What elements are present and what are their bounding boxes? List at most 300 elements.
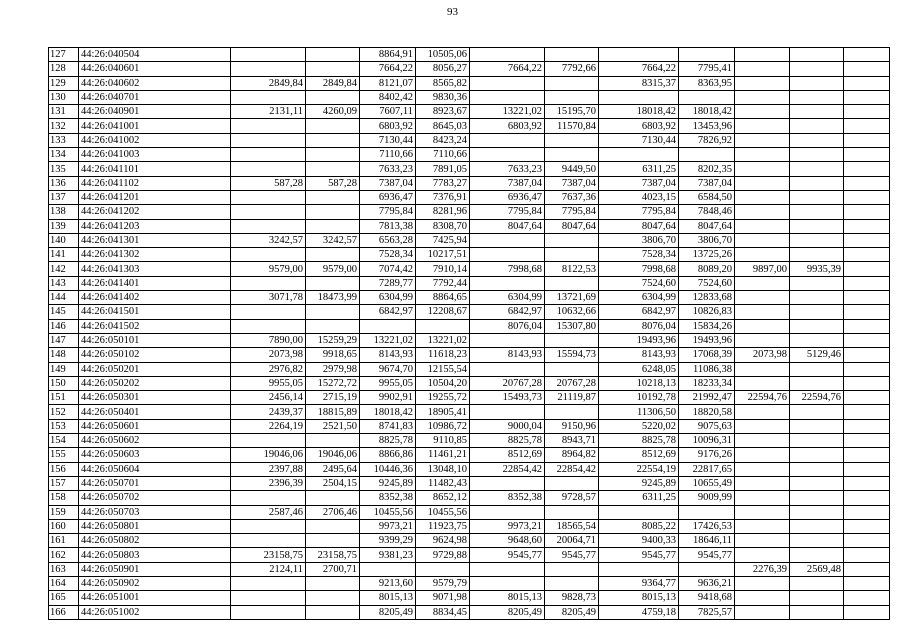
cell-no: 128 — [49, 62, 79, 76]
cell-v5 — [470, 90, 545, 104]
cell-v1 — [231, 576, 306, 590]
cell-v11 — [844, 576, 890, 590]
cell-no: 152 — [49, 405, 79, 419]
cell-v5: 6936,47 — [470, 190, 545, 204]
cell-v6: 7637,36 — [545, 190, 599, 204]
cell-v4 — [416, 319, 470, 333]
cell-v9 — [735, 405, 790, 419]
cell-v9 — [735, 576, 790, 590]
cell-v2: 18473,99 — [306, 291, 360, 305]
cell-v4: 9830,36 — [416, 90, 470, 104]
cell-v10 — [790, 276, 844, 290]
cell-no: 129 — [49, 76, 79, 90]
cell-v9 — [735, 62, 790, 76]
cell-v5: 9545,77 — [470, 548, 545, 562]
cell-cadastral: 44:26:041402 — [79, 291, 231, 305]
cell-v9 — [735, 276, 790, 290]
cell-cadastral: 44:26:050301 — [79, 391, 231, 405]
cell-v7: 9245,89 — [599, 476, 679, 490]
cell-v3: 6842,97 — [360, 305, 416, 319]
table-row — [49, 48, 890, 62]
cell-v8: 3806,70 — [679, 233, 735, 247]
cell-v4: 13221,02 — [416, 333, 470, 347]
cell-v6 — [545, 505, 599, 519]
cell-v7: 7795,84 — [599, 205, 679, 219]
cell-v1: 9955,05 — [231, 376, 306, 390]
cell-v3: 8741,83 — [360, 419, 416, 433]
cell-v2 — [306, 491, 360, 505]
cell-v2: 2521,50 — [306, 419, 360, 433]
cell-v11 — [844, 190, 890, 204]
cell-v3: 9381,23 — [360, 548, 416, 562]
cell-v5: 6842,97 — [470, 305, 545, 319]
cell-v6 — [545, 90, 599, 104]
cell-v9 — [735, 491, 790, 505]
cell-v10 — [790, 319, 844, 333]
cell-v7: 9400,33 — [599, 534, 679, 548]
cell-cadastral: 44:26:041101 — [79, 162, 231, 176]
cell-v10: 2569,48 — [790, 562, 844, 576]
cell-v3: 9245,89 — [360, 476, 416, 490]
cell-no: 144 — [49, 291, 79, 305]
cell-v3: 7607,11 — [360, 105, 416, 119]
cell-v7: 8143,93 — [599, 348, 679, 362]
cell-no: 135 — [49, 162, 79, 176]
cell-cadastral: 44:26:041003 — [79, 148, 231, 162]
cell-v10 — [790, 190, 844, 204]
cell-v3: 7110,66 — [360, 148, 416, 162]
cell-v6: 8122,53 — [545, 262, 599, 276]
cell-v8: 8089,20 — [679, 262, 735, 276]
cell-v2: 18815,89 — [306, 405, 360, 419]
cell-v8: 17426,53 — [679, 519, 735, 533]
table-row — [49, 76, 890, 90]
table-row — [49, 576, 890, 590]
cell-v1 — [231, 519, 306, 533]
cell-cadastral: 44:26:041002 — [79, 133, 231, 147]
cell-v7: 9545,77 — [599, 548, 679, 562]
cell-v5: 9648,60 — [470, 534, 545, 548]
cell-v2: 3242,57 — [306, 233, 360, 247]
cell-v10 — [790, 305, 844, 319]
cell-no: 143 — [49, 276, 79, 290]
cell-v7: 8015,13 — [599, 591, 679, 605]
cell-v1 — [231, 62, 306, 76]
cell-v3: 8143,93 — [360, 348, 416, 362]
cell-no: 161 — [49, 534, 79, 548]
cell-v11 — [844, 548, 890, 562]
cell-v11 — [844, 62, 890, 76]
cell-v3: 7633,23 — [360, 162, 416, 176]
cell-v7: 19493,96 — [599, 333, 679, 347]
cell-v1 — [231, 491, 306, 505]
cell-v9 — [735, 333, 790, 347]
cell-v11 — [844, 248, 890, 262]
cell-v8: 18820,58 — [679, 405, 735, 419]
cell-v3: 6304,99 — [360, 291, 416, 305]
cell-v8: 9418,68 — [679, 591, 735, 605]
cell-v3: 7289,77 — [360, 276, 416, 290]
cell-v11 — [844, 119, 890, 133]
cell-v1 — [231, 205, 306, 219]
cell-v8: 18018,42 — [679, 105, 735, 119]
cell-v2 — [306, 48, 360, 62]
cell-v6: 11570,84 — [545, 119, 599, 133]
cell-v10 — [790, 534, 844, 548]
cell-v7: 7998,68 — [599, 262, 679, 276]
cell-v10 — [790, 505, 844, 519]
cell-v10 — [790, 333, 844, 347]
cell-v1: 2396,39 — [231, 476, 306, 490]
cell-v6: 13721,69 — [545, 291, 599, 305]
cell-v9 — [735, 233, 790, 247]
cell-v8: 9545,77 — [679, 548, 735, 562]
cell-v6 — [545, 562, 599, 576]
cell-v3: 7664,22 — [360, 62, 416, 76]
cell-v3: 8825,78 — [360, 434, 416, 448]
cell-v8: 7848,46 — [679, 205, 735, 219]
cell-v8: 9075,63 — [679, 419, 735, 433]
cell-v1: 19046,06 — [231, 448, 306, 462]
cell-no: 132 — [49, 119, 79, 133]
cell-v7: 3806,70 — [599, 233, 679, 247]
table-row — [49, 176, 890, 190]
cell-v11 — [844, 605, 890, 619]
cell-v7: 7130,44 — [599, 133, 679, 147]
cell-v10 — [790, 176, 844, 190]
cell-v7: 8047,64 — [599, 219, 679, 233]
cell-v8: 8363,95 — [679, 76, 735, 90]
cell-v3: 9902,91 — [360, 391, 416, 405]
cell-v4: 8834,45 — [416, 605, 470, 619]
cell-v2 — [306, 133, 360, 147]
cell-no: 149 — [49, 362, 79, 376]
cell-v3: 13221,02 — [360, 333, 416, 347]
cell-v11 — [844, 391, 890, 405]
cell-v10 — [790, 133, 844, 147]
cell-v1: 2849,84 — [231, 76, 306, 90]
cell-v8: 10655,49 — [679, 476, 735, 490]
cell-v9 — [735, 519, 790, 533]
cell-v10 — [790, 376, 844, 390]
cell-v11 — [844, 205, 890, 219]
table-row — [49, 119, 890, 133]
cell-v11 — [844, 176, 890, 190]
cell-no: 157 — [49, 476, 79, 490]
cell-v5: 7998,68 — [470, 262, 545, 276]
cell-v7: 4023,15 — [599, 190, 679, 204]
table-row — [49, 605, 890, 619]
cell-v9 — [735, 90, 790, 104]
cell-v6: 21119,87 — [545, 391, 599, 405]
cell-cadastral: 44:26:041203 — [79, 219, 231, 233]
cell-v10 — [790, 605, 844, 619]
cell-cadastral: 44:26:041303 — [79, 262, 231, 276]
cell-v3: 8866,86 — [360, 448, 416, 462]
cell-v9 — [735, 434, 790, 448]
cell-v7: 22554,19 — [599, 462, 679, 476]
cell-v9 — [735, 462, 790, 476]
page-number: 93 — [447, 6, 458, 18]
cell-v1: 3071,78 — [231, 291, 306, 305]
cell-cadastral: 44:26:050603 — [79, 448, 231, 462]
cell-v5: 8352,38 — [470, 491, 545, 505]
cell-no: 166 — [49, 605, 79, 619]
cell-no: 156 — [49, 462, 79, 476]
cell-cadastral: 44:26:050802 — [79, 534, 231, 548]
cell-v4: 10504,20 — [416, 376, 470, 390]
cell-v6: 15307,80 — [545, 319, 599, 333]
cell-v8: 18233,34 — [679, 376, 735, 390]
cell-v3: 8121,07 — [360, 76, 416, 90]
cell-v6: 9728,57 — [545, 491, 599, 505]
cell-v6 — [545, 148, 599, 162]
cell-v9 — [735, 319, 790, 333]
cell-v1: 9579,00 — [231, 262, 306, 276]
cell-no: 151 — [49, 391, 79, 405]
cell-v3: 7074,42 — [360, 262, 416, 276]
cell-v7: 11306,50 — [599, 405, 679, 419]
cell-v4: 9729,88 — [416, 548, 470, 562]
cell-v11 — [844, 105, 890, 119]
cell-v1 — [231, 133, 306, 147]
cell-v7: 8315,37 — [599, 76, 679, 90]
cell-v4: 8565,82 — [416, 76, 470, 90]
cell-v1 — [231, 591, 306, 605]
cell-v2 — [306, 148, 360, 162]
table-row — [49, 333, 890, 347]
table-row — [49, 148, 890, 162]
table-row — [49, 548, 890, 562]
table-row — [49, 519, 890, 533]
cell-cadastral: 44:26:041202 — [79, 205, 231, 219]
cell-v5: 15493,73 — [470, 391, 545, 405]
cell-v3: 7387,04 — [360, 176, 416, 190]
cell-v1: 2131,11 — [231, 105, 306, 119]
cell-v8: 19493,96 — [679, 333, 735, 347]
cell-v3: 10446,36 — [360, 462, 416, 476]
cell-v4: 8645,03 — [416, 119, 470, 133]
cell-v2 — [306, 62, 360, 76]
cell-v10 — [790, 362, 844, 376]
cell-cadastral: 44:26:040601 — [79, 62, 231, 76]
cell-v3: 8352,38 — [360, 491, 416, 505]
cell-v1 — [231, 434, 306, 448]
cell-cadastral: 44:26:050601 — [79, 419, 231, 433]
cell-v9 — [735, 162, 790, 176]
table-row — [49, 305, 890, 319]
cell-v4: 7376,91 — [416, 190, 470, 204]
cell-v5: 7664,22 — [470, 62, 545, 76]
cell-v1 — [231, 319, 306, 333]
cell-v4: 13048,10 — [416, 462, 470, 476]
cell-v2: 2495,64 — [306, 462, 360, 476]
table-row — [49, 462, 890, 476]
cell-v11 — [844, 233, 890, 247]
table-row — [49, 262, 890, 276]
cell-v1: 2439,37 — [231, 405, 306, 419]
cell-v2 — [306, 305, 360, 319]
cell-v5 — [470, 505, 545, 519]
cell-cadastral: 44:26:040504 — [79, 48, 231, 62]
table-row — [49, 362, 890, 376]
cell-v2: 2706,46 — [306, 505, 360, 519]
cell-v3: 10455,56 — [360, 505, 416, 519]
cell-v9: 22594,76 — [735, 391, 790, 405]
cell-v2 — [306, 534, 360, 548]
cell-v1: 587,28 — [231, 176, 306, 190]
cell-v11 — [844, 262, 890, 276]
cell-v9 — [735, 148, 790, 162]
cell-v7: 7528,34 — [599, 248, 679, 262]
cell-v4: 8308,70 — [416, 219, 470, 233]
cell-v1: 2124,11 — [231, 562, 306, 576]
cell-v2 — [306, 276, 360, 290]
cell-v11 — [844, 76, 890, 90]
cell-v6 — [545, 133, 599, 147]
cell-v10 — [790, 405, 844, 419]
cell-v9 — [735, 305, 790, 319]
cell-v8: 9009,99 — [679, 491, 735, 505]
cell-v1 — [231, 248, 306, 262]
cell-v1: 2456,14 — [231, 391, 306, 405]
cell-v4: 12208,67 — [416, 305, 470, 319]
cell-v3: 9213,60 — [360, 576, 416, 590]
cell-v4: 9110,85 — [416, 434, 470, 448]
cell-v2: 19046,06 — [306, 448, 360, 462]
table-row — [49, 534, 890, 548]
cell-cadastral: 44:26:041501 — [79, 305, 231, 319]
cell-v11 — [844, 362, 890, 376]
cell-v8: 17068,39 — [679, 348, 735, 362]
cell-v8: 7826,92 — [679, 133, 735, 147]
cell-v5: 8047,64 — [470, 219, 545, 233]
cell-cadastral: 44:26:040602 — [79, 76, 231, 90]
cell-v4: 11461,21 — [416, 448, 470, 462]
cell-v8 — [679, 90, 735, 104]
cell-no: 145 — [49, 305, 79, 319]
cell-v6: 20767,28 — [545, 376, 599, 390]
cell-v4: 7792,44 — [416, 276, 470, 290]
cell-cadastral: 44:26:050701 — [79, 476, 231, 490]
cell-no: 133 — [49, 133, 79, 147]
cell-v1: 2073,98 — [231, 348, 306, 362]
table-row — [49, 219, 890, 233]
cell-no: 127 — [49, 48, 79, 62]
cell-v6: 22854,42 — [545, 462, 599, 476]
cell-v10 — [790, 419, 844, 433]
cell-v2 — [306, 190, 360, 204]
table-row — [49, 90, 890, 104]
cell-v11 — [844, 405, 890, 419]
cell-v1 — [231, 534, 306, 548]
cell-v11 — [844, 476, 890, 490]
cell-v1 — [231, 148, 306, 162]
cell-v1 — [231, 605, 306, 619]
data-table — [48, 47, 890, 620]
cell-v11 — [844, 562, 890, 576]
cell-v8: 8047,64 — [679, 219, 735, 233]
cell-v6: 7795,84 — [545, 205, 599, 219]
cell-v9 — [735, 48, 790, 62]
table-body — [49, 48, 890, 620]
cell-v10 — [790, 76, 844, 90]
cell-v7: 5220,02 — [599, 419, 679, 433]
table-row — [49, 434, 890, 448]
cell-v4: 11618,23 — [416, 348, 470, 362]
cell-v10 — [790, 291, 844, 305]
cell-v4: 7891,05 — [416, 162, 470, 176]
cell-v3: 6563,28 — [360, 233, 416, 247]
cell-v11 — [844, 448, 890, 462]
cell-no: 142 — [49, 262, 79, 276]
cell-no: 159 — [49, 505, 79, 519]
cell-v6: 8205,49 — [545, 605, 599, 619]
cell-v5 — [470, 576, 545, 590]
cell-no: 150 — [49, 376, 79, 390]
cell-v9 — [735, 119, 790, 133]
cell-v5 — [470, 476, 545, 490]
cell-v6: 9150,96 — [545, 419, 599, 433]
cell-v11 — [844, 133, 890, 147]
cell-v4: 8281,96 — [416, 205, 470, 219]
cell-v10 — [790, 448, 844, 462]
cell-v9 — [735, 591, 790, 605]
cell-cadastral: 44:26:041302 — [79, 248, 231, 262]
cell-no: 165 — [49, 591, 79, 605]
cell-v6: 9545,77 — [545, 548, 599, 562]
cell-v7: 6311,25 — [599, 162, 679, 176]
cell-v8: 8202,35 — [679, 162, 735, 176]
cell-cadastral: 44:26:041201 — [79, 190, 231, 204]
cell-v1: 7890,00 — [231, 333, 306, 347]
cell-cadastral: 44:26:041502 — [79, 319, 231, 333]
cell-v9 — [735, 205, 790, 219]
cell-v4: 7425,94 — [416, 233, 470, 247]
cell-v11 — [844, 505, 890, 519]
cell-v5: 7633,23 — [470, 162, 545, 176]
cell-v2 — [306, 205, 360, 219]
cell-v8 — [679, 148, 735, 162]
cell-v10: 9935,39 — [790, 262, 844, 276]
cell-v4: 19255,72 — [416, 391, 470, 405]
cell-v2: 2715,19 — [306, 391, 360, 405]
cell-no: 146 — [49, 319, 79, 333]
cell-v5: 8825,78 — [470, 434, 545, 448]
cell-v6: 15195,70 — [545, 105, 599, 119]
cell-no: 148 — [49, 348, 79, 362]
cell-v10 — [790, 576, 844, 590]
cell-v8: 7795,41 — [679, 62, 735, 76]
cell-v7 — [599, 90, 679, 104]
cell-cadastral: 44:26:041301 — [79, 233, 231, 247]
cell-v11 — [844, 419, 890, 433]
cell-v8: 13725,26 — [679, 248, 735, 262]
cell-v2: 587,28 — [306, 176, 360, 190]
table-row — [49, 591, 890, 605]
cell-v7: 8825,78 — [599, 434, 679, 448]
cell-v3: 9955,05 — [360, 376, 416, 390]
cell-v2: 9918,65 — [306, 348, 360, 362]
cell-v10 — [790, 462, 844, 476]
cell-v7: 6311,25 — [599, 491, 679, 505]
cell-v8 — [679, 505, 735, 519]
cell-cadastral: 44:26:041001 — [79, 119, 231, 133]
cell-v7: 6842,97 — [599, 305, 679, 319]
cell-v8: 6584,50 — [679, 190, 735, 204]
cell-v2: 2849,84 — [306, 76, 360, 90]
cell-v7: 8076,04 — [599, 319, 679, 333]
